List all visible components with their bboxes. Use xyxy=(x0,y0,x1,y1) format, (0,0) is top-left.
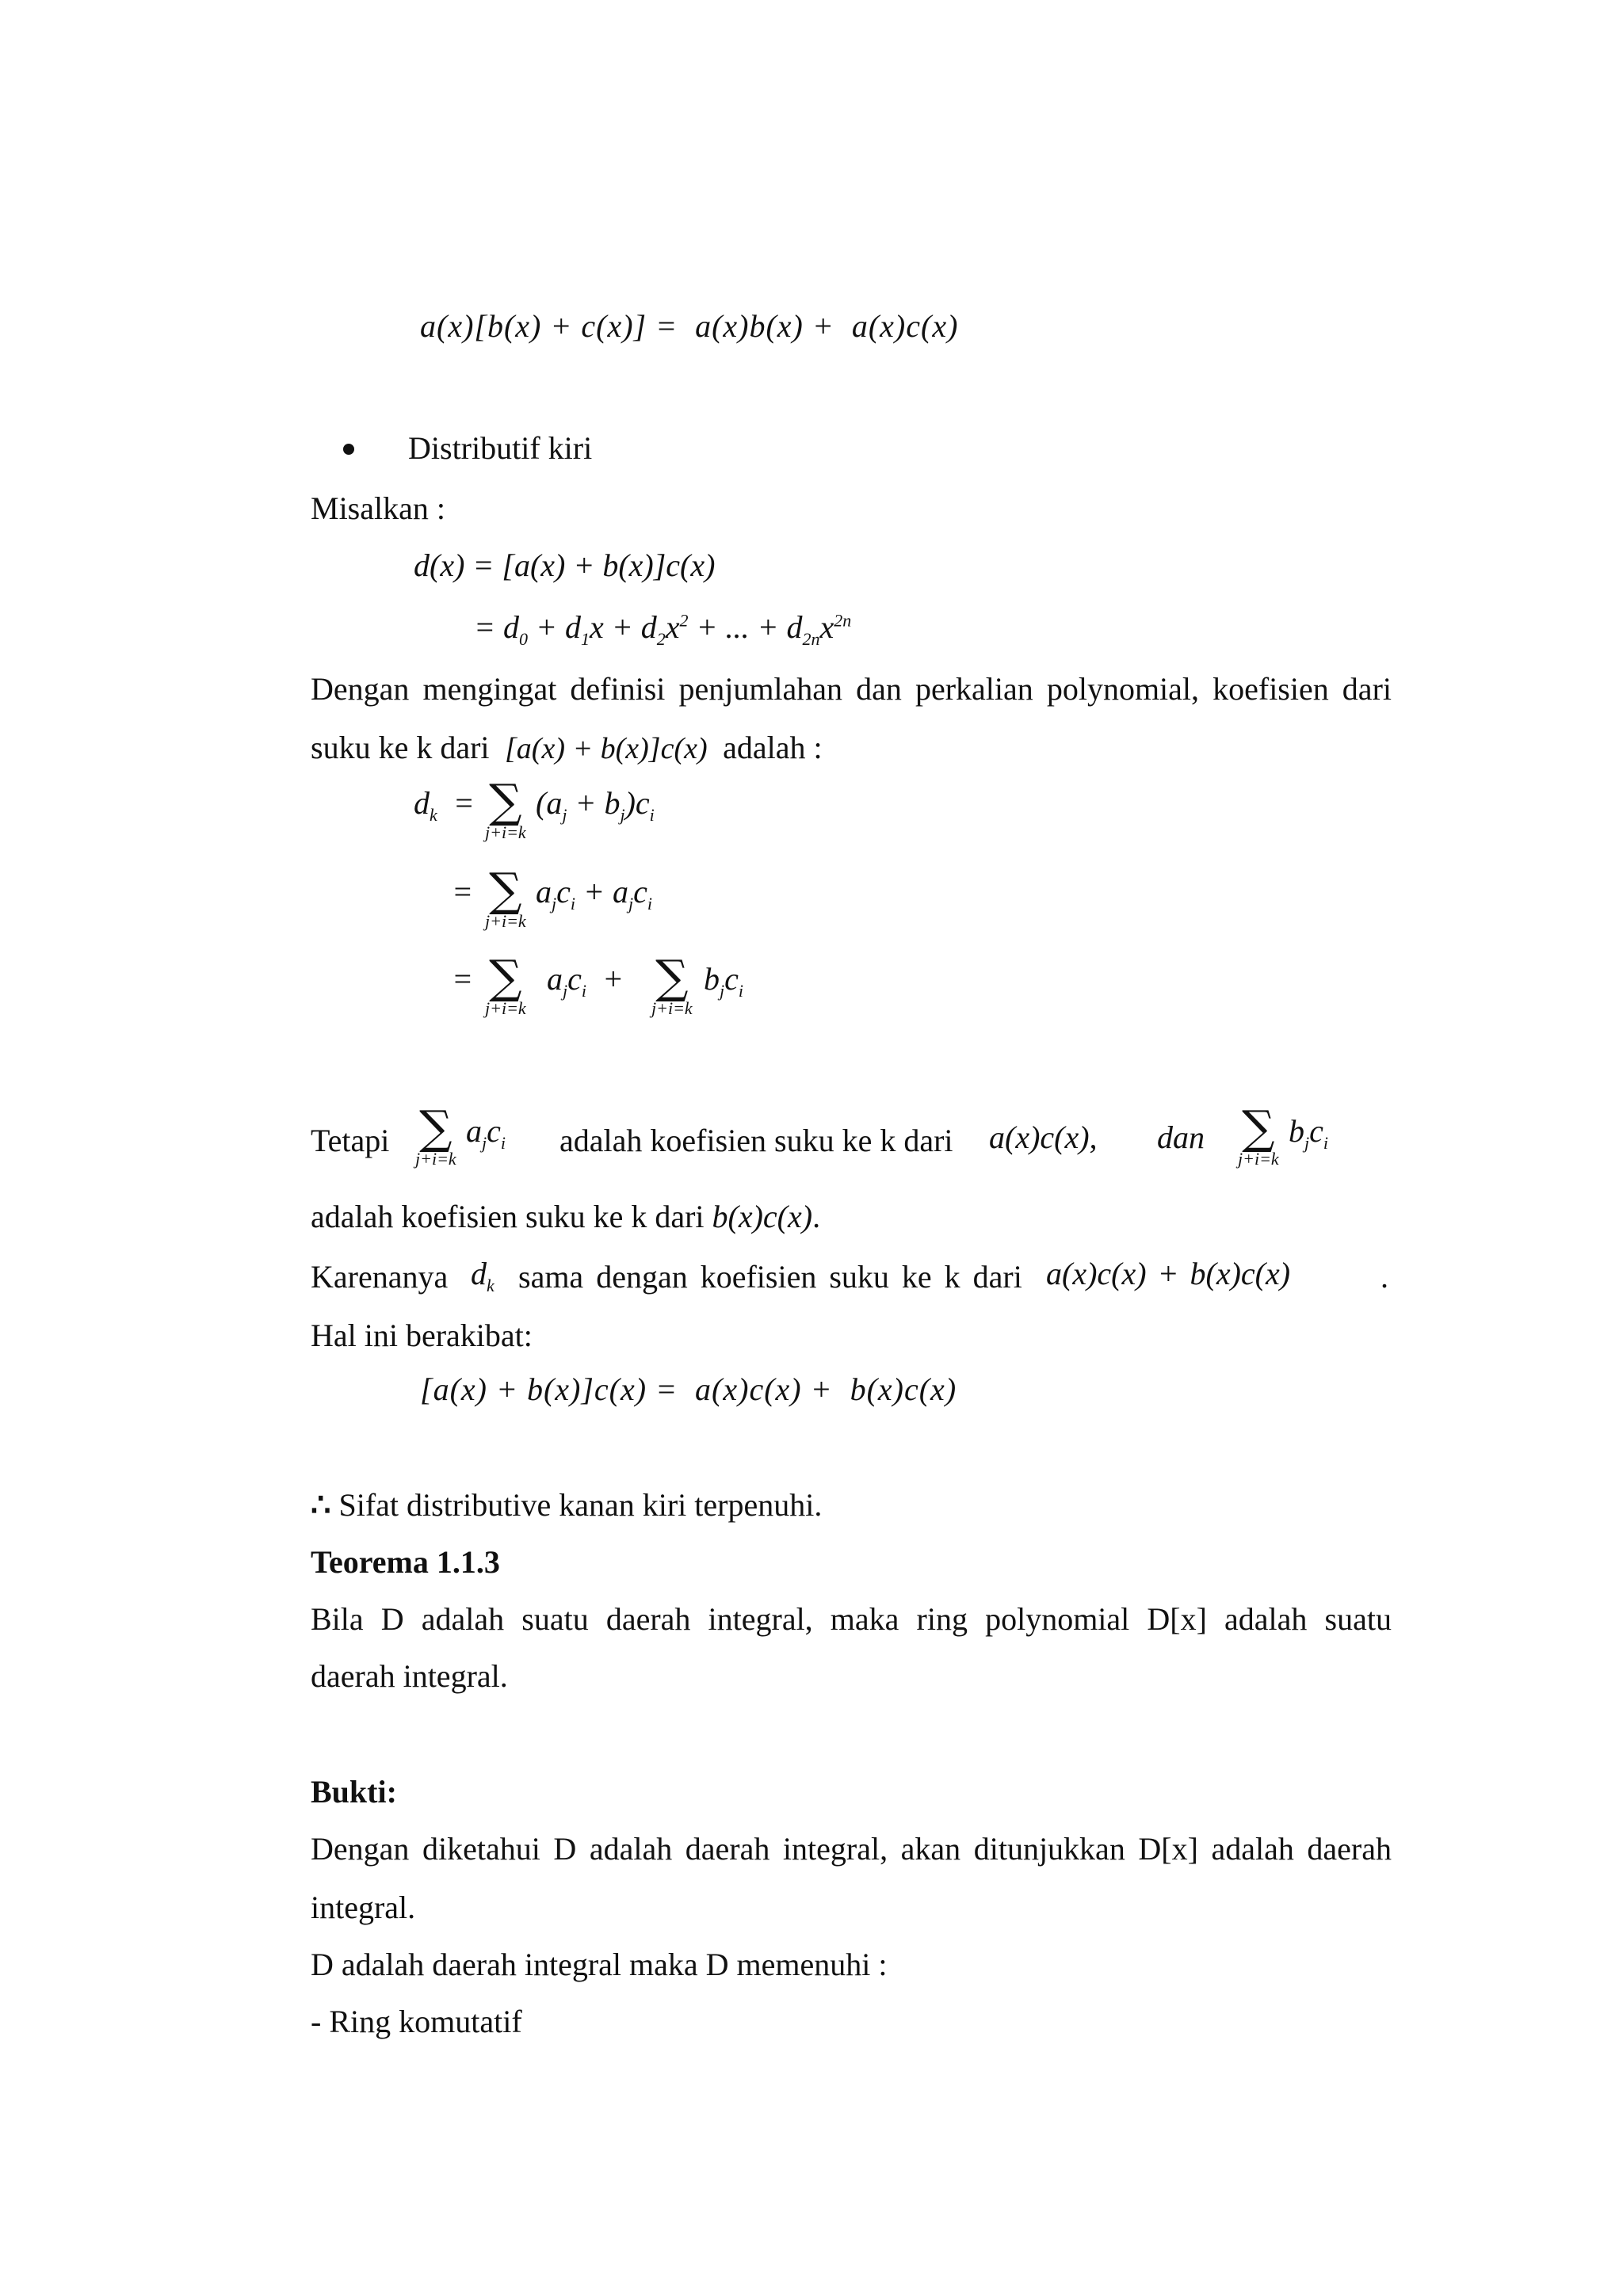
theorem-word: Bila xyxy=(311,1601,364,1637)
equation-right-distributive: a(x)[b(x) + c(x)] = a(x)b(x) + a(x)c(x) xyxy=(420,308,959,344)
paragraph-definition-line1 xyxy=(311,670,1392,708)
dk-equation-line3-eq: = xyxy=(452,961,473,997)
tetapi-summand-b: $b_jc_i$ xyxy=(1289,1113,1329,1153)
conclusion-line xyxy=(311,1486,822,1524)
sum-symbol-3: ∑ j+i=k xyxy=(485,950,526,1018)
tetapi-line2-end: . xyxy=(812,1199,821,1234)
theorem-word: integral, xyxy=(708,1601,813,1637)
line2-math: [a(x) + b(x)]c(x) xyxy=(497,732,716,765)
theorem-word: suatu xyxy=(521,1601,589,1637)
karenanya-math: a(x)c(x) + b(x)c(x) xyxy=(1046,1256,1291,1291)
theorem-title: Teorema 1.1.3 xyxy=(311,1544,500,1580)
bullet-title: Distributif kiri xyxy=(408,430,593,466)
karenanya-mid: sama dengan koefisien suku ke k dari xyxy=(518,1259,1022,1295)
line2-end-text: adalah : xyxy=(723,730,823,765)
theorem-word: D xyxy=(380,1601,404,1637)
sum-symbol-2: ∑ j+i=k xyxy=(485,863,526,931)
tetapi-line2-text: adalah koefisien suku ke k dari xyxy=(311,1199,705,1234)
theorem-word: adalah xyxy=(421,1601,505,1637)
theorem-word: suatu xyxy=(1324,1601,1392,1637)
paragraph-definition-text: Dengan mengingat definisi penjumlahan dan perkalian polynomial, koefisien dari xyxy=(311,671,1392,707)
line2-start-text: suku ke k dari xyxy=(311,730,490,765)
karenanya-end: . xyxy=(1381,1259,1388,1295)
theorem-word: ring xyxy=(916,1601,968,1637)
dk-summand-1: $(a_j + b_j)c_i$ xyxy=(536,785,655,825)
proof-line1 xyxy=(311,1830,1392,1868)
sum-symbol-1: ∑ j+i=k xyxy=(485,774,526,842)
sum-symbol-6: ∑ j+i=k xyxy=(1238,1100,1279,1169)
theorem-word: adalah xyxy=(1224,1601,1308,1637)
proof-title: Bukti: xyxy=(311,1774,397,1810)
theorem-word: D[x] xyxy=(1147,1601,1207,1637)
theorem-word: daerah xyxy=(605,1601,691,1637)
equation-d-definition: d(x) = [a(x) + b(x)]c(x) xyxy=(414,547,716,583)
hal-ini-text: Hal ini berakibat: xyxy=(311,1318,533,1353)
therefore-icon: ∴ xyxy=(311,1486,331,1524)
conclusion-text: Sifat distributive kanan kiri terpenuhi. xyxy=(338,1487,823,1523)
tetapi-mid-text: adalah koefisien suku ke k dari xyxy=(559,1123,953,1158)
tetapi-dan: dan xyxy=(1157,1119,1205,1155)
tetapi-line2-math: b(x)c(x) xyxy=(712,1199,813,1234)
proof-line4: - Ring komutatif xyxy=(311,2004,522,2039)
karenanya-start: Karenanya xyxy=(311,1259,449,1295)
tetapi-summand-a: $a_jc_i$ xyxy=(466,1113,506,1153)
paragraph-definition-line2 xyxy=(311,729,823,768)
dk-summand-3a: $a_jc_i$ + xyxy=(547,961,624,1001)
dk-equation-line1: $d_k$ = xyxy=(414,785,475,825)
theorem-line2: daerah integral. xyxy=(311,1658,508,1694)
karenanya-dk: $d_k$ xyxy=(471,1256,495,1295)
theorem-word: polynomial xyxy=(985,1601,1130,1637)
sum-symbol-4: ∑ j+i=k xyxy=(651,950,693,1018)
dk-equation-line2-eq: = xyxy=(452,874,473,910)
tetapi-line2 xyxy=(311,1198,820,1236)
bullet-icon xyxy=(343,444,354,455)
dk-summand-3b: $b_jc_i$ xyxy=(704,961,744,1001)
dk-summand-2: $a_jc_i + a_jc_i$ xyxy=(536,874,653,913)
tetapi-math1: a(x)c(x), xyxy=(989,1119,1098,1155)
theorem-word: maka xyxy=(830,1601,899,1637)
tetapi-word: Tetapi xyxy=(311,1123,390,1158)
equation-left-distributive: [a(x) + b(x)]c(x) = a(x)c(x) + b(x)c(x) xyxy=(420,1371,957,1407)
theorem-line1 xyxy=(311,1600,1392,1638)
proof-line2: integral. xyxy=(311,1890,416,1925)
sum-symbol-5: ∑ j+i=k xyxy=(415,1100,456,1169)
proof-line1-text: Dengan diketahui D adalah daerah integral, akan ditunjukkan D[x] adalah daerah xyxy=(311,1831,1392,1867)
misalkan-label: Misalkan : xyxy=(311,490,445,526)
equation-d-expansion: = $d_0 + d_1x + d_2x^2$ + ... + $d_{2n}x^{2n}$ xyxy=(474,609,852,649)
proof-line3: D adalah daerah integral maka D memenuhi : xyxy=(311,1947,888,1982)
